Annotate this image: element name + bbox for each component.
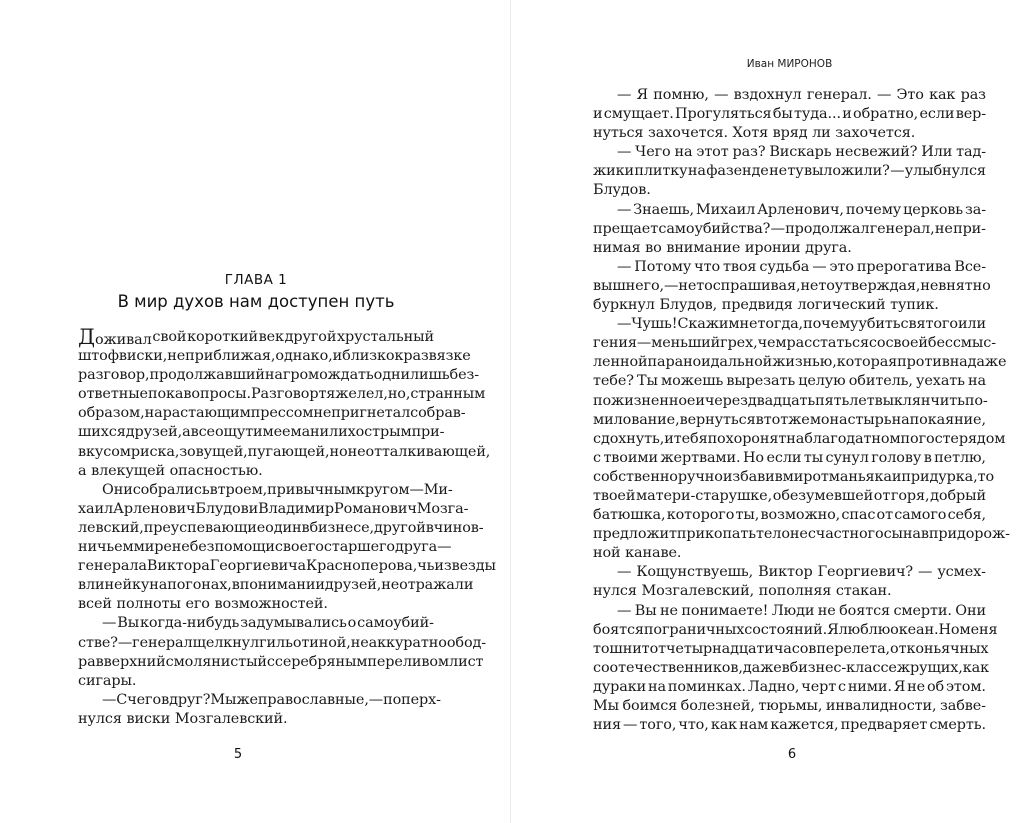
text-line: Блудов. bbox=[593, 182, 651, 199]
text-line: нулся виски Мозгалевский. bbox=[78, 710, 288, 727]
text-line: ной канаве. bbox=[593, 545, 682, 562]
text-line: милование, вернуться в тот же монастырь на покаяние, bbox=[593, 411, 986, 428]
text-line: соотечественников, даже в бизнес-классе жрущих, как bbox=[593, 659, 990, 676]
text-line: стве? — генерал щелкнул гильотиной, неаккуратно обод- bbox=[78, 634, 487, 651]
text-line: — С чего вдруг? Мы же православные, — поперх- bbox=[102, 691, 441, 708]
text-line: прещает самоубийства? — продолжал генерал, не при- bbox=[593, 220, 986, 237]
right-page-text bbox=[593, 86, 1010, 735]
text-line: вкусом риска, зовущей, пугающей, но не отталкивающей, bbox=[78, 443, 491, 460]
text-line: сигары. bbox=[78, 672, 137, 689]
left-page bbox=[0, 0, 511, 823]
text-line: Доживал свой короткий век другой хрустальный bbox=[78, 325, 434, 349]
chapter-label: ГЛАВА 1 bbox=[224, 272, 288, 288]
text-line: нулся Мозгалевский, пополняя стакан. bbox=[593, 583, 892, 600]
text-line: — Вы не понимаете! Люди не боятся смерти. Они bbox=[617, 602, 986, 619]
text-line: шихся друзей, а все ощутимее манил их острым при- bbox=[78, 424, 445, 441]
text-line: образом, нарастающим прессом не пригнетал собрав- bbox=[78, 405, 466, 422]
text-line: Они собрались втроем, привычным кругом — Ми- bbox=[102, 481, 453, 498]
text-line: генерала Виктора Георгиевича Красноперова, чьи звезды bbox=[78, 558, 496, 575]
text-line: хаил Арленович Блудов и Владимир Романович Мозга- bbox=[78, 500, 469, 517]
text-line: вышнего, — не то спрашивая, не то утверждая, невнятно bbox=[593, 277, 991, 294]
chapter-title: В мир духов нам доступен путь bbox=[117, 292, 395, 311]
text-line: нимая во внимание иронии друга. bbox=[593, 239, 852, 256]
text-line: ответные пока вопросы. Разговор тяжелел, но, странным bbox=[78, 386, 486, 403]
text-line: гения — меньший грех, чем расстаться со своей бессмыс- bbox=[593, 335, 996, 352]
text-line: разговор, продолжавший нагромождать одни лишь без- bbox=[78, 367, 479, 384]
text-line: — Чего на этот раз? Вискарь несвежий? Или тад- bbox=[617, 144, 986, 161]
text-line: в линейку на погонах, в понимании друзей, не отражали bbox=[78, 577, 474, 594]
left-page-text bbox=[78, 325, 496, 729]
text-line: предложит прикопать тело несчастного сына в придорож- bbox=[593, 526, 1010, 543]
text-line: Мы боимся болезней, тюрьмы, инвалидности, забве- bbox=[593, 698, 986, 714]
text-line: ничьем мире не без помощи своего старшего друга — bbox=[78, 539, 452, 556]
text-line: твоей матери-старушке, обезумевшей от горя, добрый bbox=[593, 487, 986, 504]
text-line: а влекущей опасностью. bbox=[78, 462, 263, 479]
text-line: и смущает. Прогуляться бы туда... и обратно, если вер- bbox=[593, 106, 986, 123]
text-line: буркнул Блудов, предвидя логический тупик. bbox=[593, 297, 939, 314]
text-line: рав верхний смолянистый с серебряным переливом лист bbox=[78, 653, 484, 670]
text-line: тебе? Ты можешь вырезать целую обитель, уехать на bbox=[593, 373, 986, 390]
page-number-left: 5 bbox=[233, 747, 243, 762]
text-line: всей полноты его возможностей. bbox=[78, 596, 328, 613]
text-line: пожизненное и через двадцать пять лет выклянчить по- bbox=[593, 392, 988, 409]
text-line: боятся пограничных состояний. Я люблю океан. Но меня bbox=[593, 621, 998, 638]
text-line: штоф виски, не приближая, однако, и близко к развязке bbox=[78, 348, 471, 365]
text-line: — Кощунствуешь, Виктор Георгиевич? — усмех- bbox=[617, 564, 986, 581]
text-line: жики плитку на фазенде не ту выложили? — улыбнулся bbox=[593, 163, 986, 180]
text-line: нуться захочется. Хотя вряд ли захочется. bbox=[593, 125, 916, 142]
text-line: левский, преуспевающие один в бизнесе, другой в чинов- bbox=[78, 519, 484, 536]
text-line: ленной параноидальной жизнью, которая противна даже bbox=[593, 354, 1007, 371]
text-line: — Вы когда-нибудь задумывались о самоубий- bbox=[102, 615, 434, 632]
text-line: с твоими жертвами. Но если ты сунул голову в петлю, bbox=[593, 449, 986, 466]
text-line: ния — того, что, как нам кажется, предваряет смерть. bbox=[593, 717, 986, 734]
text-line: тошнит от четырнадцати часов перелета, от коньячных bbox=[593, 640, 989, 657]
text-line: сдохнуть, и тебя похоронят на благодатном погосте рядом bbox=[593, 430, 1006, 447]
text-line: — Потому что твоя судьба — это прерогатива Все- bbox=[617, 258, 986, 275]
running-head: Иван МИРОНОВ bbox=[746, 58, 833, 70]
page-number-right: 6 bbox=[787, 747, 797, 762]
right-page bbox=[511, 0, 1023, 823]
text-line: — Я помню, — вздохнул генерал. — Это как раз bbox=[617, 87, 986, 103]
text-line: дураки на поминках. Ладно, черт с ними. Я не об этом. bbox=[593, 678, 986, 695]
text-line: — Знаешь, Михаил Арленович, почему церковь за- bbox=[617, 201, 986, 218]
text-line: — Чушь! Скажи мне тогда, почему убить святого или bbox=[617, 316, 986, 333]
text-line: батюшка, которого ты, возможно, спас от самого себя, bbox=[593, 507, 986, 524]
text-line: собственноручно избавив мир от маньяка и придурка, то bbox=[593, 468, 995, 485]
